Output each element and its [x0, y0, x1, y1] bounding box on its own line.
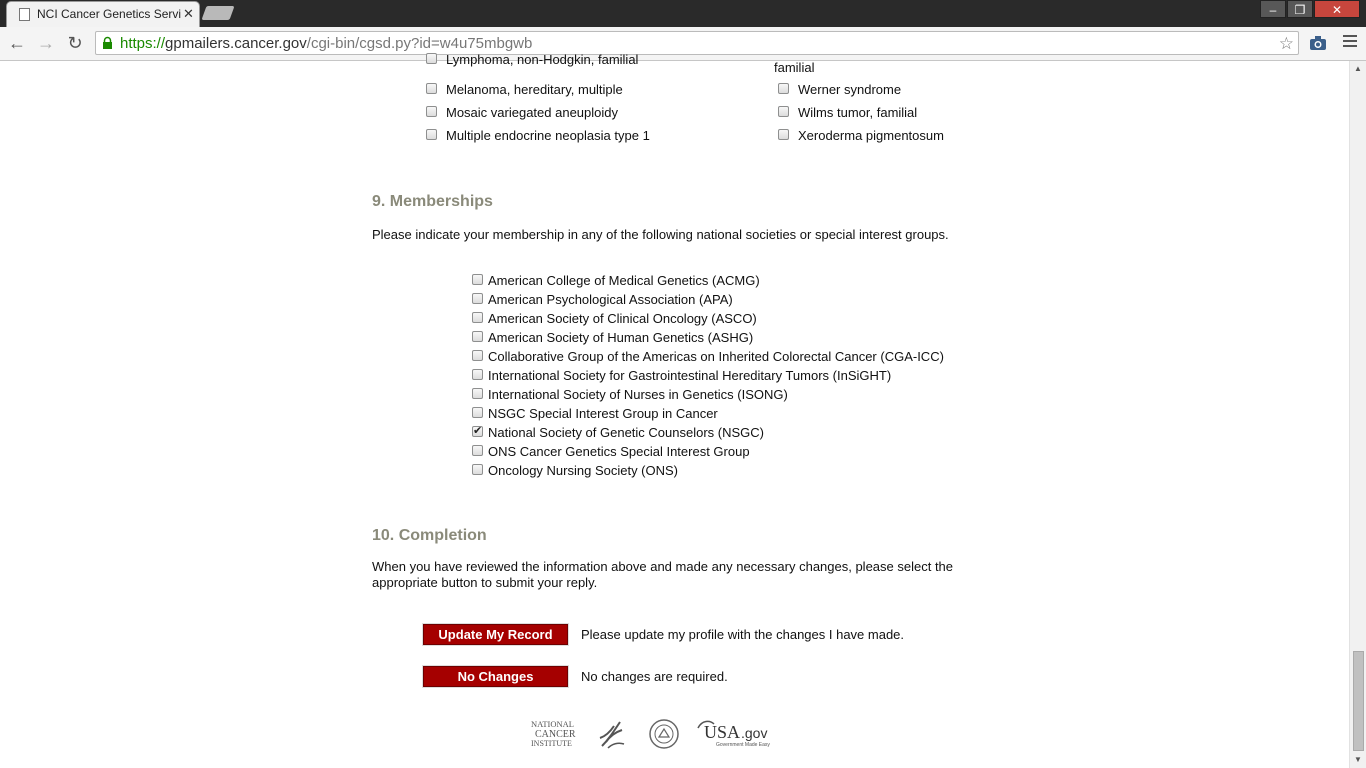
browser-tab[interactable]	[6, 1, 200, 27]
membership-checkbox[interactable]	[472, 274, 483, 285]
completion-heading: 10. Completion	[372, 527, 487, 544]
camera-extension-icon[interactable]	[1309, 35, 1327, 51]
membership-checkbox[interactable]	[472, 312, 483, 323]
membership-checkbox[interactable]	[472, 426, 483, 437]
update-record-description: Please update my profile with the changes I have made.	[581, 627, 905, 642]
no-changes-button[interactable]: No Changes	[423, 666, 568, 687]
syndrome-checkbox[interactable]	[426, 106, 437, 117]
syndrome-label: Wilms tumor, familial	[798, 105, 918, 120]
update-record-button[interactable]: Update My Record	[423, 624, 568, 645]
hhs-eagle-logo[interactable]	[598, 718, 626, 750]
membership-label: American College of Medical Genetics (ACMG)	[488, 273, 760, 288]
syndrome-checkbox[interactable]	[426, 129, 437, 140]
memberships-heading: 9. Memberships	[372, 193, 493, 210]
scroll-up-arrow-icon[interactable]: ▲	[1354, 64, 1362, 73]
back-button[interactable]: ←	[8, 33, 26, 53]
membership-label: American Psychological Association (APA)	[488, 292, 733, 307]
forward-button[interactable]: →	[37, 33, 55, 53]
membership-checkbox[interactable]	[472, 464, 483, 475]
page-icon	[19, 8, 30, 21]
maximize-button[interactable]: ❐	[1287, 0, 1313, 18]
url-scheme: https://	[120, 35, 166, 52]
usa-gov-logo[interactable]	[696, 718, 780, 748]
nci-logo[interactable]	[531, 718, 577, 748]
membership-label: NSGC Special Interest Group in Cancer	[488, 406, 718, 421]
syndrome-checkbox[interactable]	[778, 129, 789, 140]
browser-toolbar	[0, 27, 1366, 61]
scroll-down-arrow-icon[interactable]: ▼	[1354, 755, 1362, 764]
page-viewport	[0, 52, 1349, 768]
syndrome-label: Lymphoma, non-Hodgkin, familial	[446, 52, 639, 67]
syndrome-label: Multiple endocrine neoplasia type 1	[446, 128, 650, 143]
membership-label: International Society for Gastrointestinal Hereditary Tumors (InSiGHT)	[488, 368, 892, 383]
syndrome-label: Melanoma, hereditary, multiple	[446, 82, 623, 97]
url-host: gpmailers.cancer.gov	[165, 35, 307, 52]
tab-title: NCI Cancer Genetics Servi	[37, 7, 182, 21]
reload-button[interactable]: ↻	[67, 33, 83, 53]
membership-checkbox[interactable]	[472, 331, 483, 342]
minimize-button[interactable]: ‒	[1260, 0, 1286, 18]
scroll-thumb[interactable]	[1353, 651, 1364, 751]
membership-checkbox[interactable]	[472, 293, 483, 304]
window-controls	[1259, 0, 1360, 18]
page-scrollbar[interactable]	[1349, 61, 1366, 768]
nih-seal-logo[interactable]	[648, 718, 680, 750]
url-path: /cgi-bin/cgsd.py?id=w4u75mbgwb	[306, 35, 533, 52]
membership-label: Oncology Nursing Society (ONS)	[488, 463, 679, 478]
svg-text:Government Made Easy: Government Made Easy	[716, 742, 770, 748]
svg-text:USA: USA	[704, 722, 741, 742]
membership-checkbox[interactable]	[472, 350, 483, 361]
membership-checkbox[interactable]	[472, 445, 483, 456]
window-titlebar	[0, 0, 1366, 27]
syndrome-checkbox[interactable]	[426, 53, 437, 64]
membership-label: Collaborative Group of the Americas on Inherited Colorectal Cancer (CGA-ICC)	[488, 349, 944, 364]
membership-label: American Society of Clinical Oncology (ASCO)	[488, 311, 757, 326]
syndrome-checkbox[interactable]	[426, 83, 437, 94]
address-bar[interactable]	[95, 31, 1299, 55]
tab-close-icon[interactable]: ✕	[183, 6, 194, 21]
lock-icon	[102, 37, 113, 49]
svg-text:.gov: .gov	[741, 725, 768, 741]
browser-menu-icon[interactable]	[1343, 35, 1357, 49]
membership-checkbox[interactable]	[472, 407, 483, 418]
syndrome-label: Xeroderma pigmentosum	[798, 128, 944, 143]
syndrome-label: Werner syndrome	[798, 82, 902, 97]
no-changes-description: No changes are required.	[581, 669, 728, 684]
membership-checkbox[interactable]	[472, 388, 483, 399]
membership-checkbox[interactable]	[472, 369, 483, 380]
url-text[interactable]	[120, 35, 532, 52]
membership-label: ONS Cancer Genetics Special Interest Group	[488, 444, 750, 459]
membership-label: National Society of Genetic Counselors (NSGC)	[488, 425, 765, 440]
svg-text:NATIONAL: NATIONAL	[531, 719, 574, 729]
syndrome-checkbox[interactable]	[778, 83, 789, 94]
membership-label: American Society of Human Genetics (ASHG)	[488, 330, 754, 345]
svg-text:INSTITUTE: INSTITUTE	[531, 739, 572, 748]
syndrome-label: Mosaic variegated aneuploidy	[446, 105, 618, 120]
memberships-intro: Please indicate your membership in any of the following national societies or special interest groups.	[372, 227, 949, 242]
new-tab-button[interactable]	[201, 6, 234, 20]
syndrome-label: familial	[774, 60, 815, 75]
bookmark-star-icon[interactable]: ☆	[1278, 34, 1294, 53]
completion-intro: When you have reviewed the information above and made any necessary changes, please select the appropriate button to submit your reply.	[372, 559, 954, 590]
close-window-button[interactable]: ✕	[1314, 0, 1360, 18]
svg-text:CANCER: CANCER	[535, 729, 576, 740]
syndrome-checkbox[interactable]	[778, 106, 789, 117]
membership-label: International Society of Nurses in Genetics (ISONG)	[488, 387, 788, 402]
